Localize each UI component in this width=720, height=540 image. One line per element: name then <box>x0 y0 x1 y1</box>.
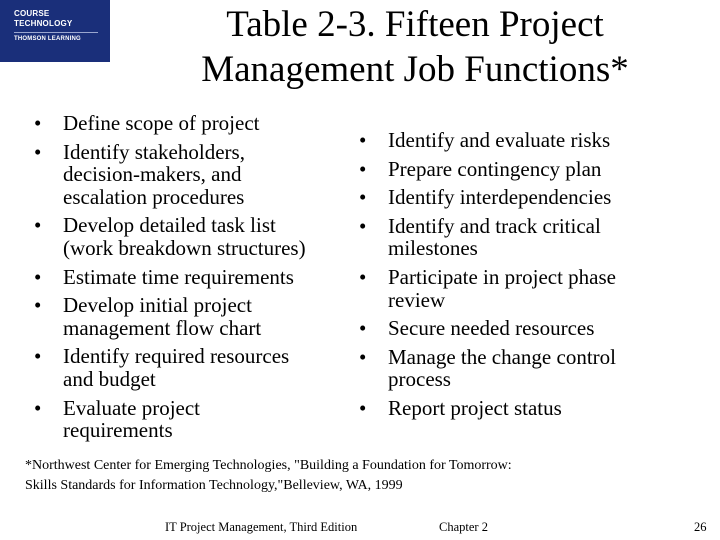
bullet-line: Define scope of project <box>63 111 260 135</box>
bullet-item <box>30 214 360 259</box>
logo-text-thomson: THOMSON LEARNING <box>14 36 81 42</box>
bullet-line: requirements <box>63 418 173 443</box>
logo-text-technology: TECHNOLOGY <box>14 19 73 28</box>
bullet-item <box>355 186 715 209</box>
bullet-item <box>30 345 360 390</box>
bullet-line: management flow chart <box>63 315 262 340</box>
right-bullet-list <box>355 129 715 426</box>
bullet-line: Participate in project phase <box>388 264 616 289</box>
bullet-item <box>355 215 715 260</box>
bullet-item <box>355 129 715 152</box>
bullet-line: Report project status <box>388 395 562 420</box>
bullet-line: Identify required resources <box>63 344 290 369</box>
bullet-line: Estimate time requirements <box>63 264 294 289</box>
slide-title-line-2: Management Job Functions* <box>201 49 629 90</box>
bullet-line: Develop initial project <box>63 293 252 318</box>
bullet-item <box>355 158 715 181</box>
footer-page-number: 26 <box>694 520 707 534</box>
bullet-line: Identify interdependencies <box>388 185 612 210</box>
bullet-item <box>355 397 715 420</box>
source-footnote <box>25 456 705 496</box>
bullet-line: milestones <box>388 236 478 261</box>
bullet-item <box>30 397 360 442</box>
bullet-line: (work breakdown structures) <box>63 235 306 260</box>
slide-title <box>120 2 710 92</box>
bullet-item <box>30 266 360 289</box>
footer-book-title: IT Project Management, Third Edition <box>165 520 358 534</box>
bullet-item <box>355 266 715 311</box>
bullet-line: Develop detailed task list <box>63 213 276 238</box>
bullet-line: review <box>388 287 446 312</box>
bullet-line: process <box>388 367 451 392</box>
bullet-line: Secure needed resources <box>388 316 595 341</box>
bullet-item <box>30 141 360 209</box>
footnote-line-1: *Northwest Center for Emerging Technologies, "Building a Foundation for Tomorrow: <box>25 458 512 473</box>
bullet-line: Evaluate project <box>63 395 201 420</box>
slide-title-line-1: Table 2-3. Fifteen Project <box>226 4 604 45</box>
bullet-item <box>30 112 360 135</box>
left-bullet-list <box>30 112 360 448</box>
bullet-item <box>355 346 715 391</box>
footnote-line-2: Skills Standards for Information Technology,"Belleview, WA, 1999 <box>25 478 403 493</box>
bullet-item <box>355 317 715 340</box>
bullet-line: decision-makers, and <box>63 162 242 187</box>
bullet-item <box>30 294 360 339</box>
bullet-line: Identify and track critical <box>388 213 601 238</box>
publisher-logo <box>0 0 110 62</box>
footer-chapter: Chapter 2 <box>439 520 488 534</box>
bullet-line: and budget <box>63 366 156 391</box>
logo-divider <box>14 32 98 33</box>
bullet-line: Identify stakeholders, <box>63 139 245 164</box>
bullet-line: escalation procedures <box>63 184 245 209</box>
bullet-line: Prepare contingency plan <box>388 156 602 181</box>
bullet-line: Manage the change control <box>388 344 616 369</box>
logo-text-course: COURSE <box>14 9 50 18</box>
bullet-line: Identify and evaluate risks <box>388 128 611 152</box>
